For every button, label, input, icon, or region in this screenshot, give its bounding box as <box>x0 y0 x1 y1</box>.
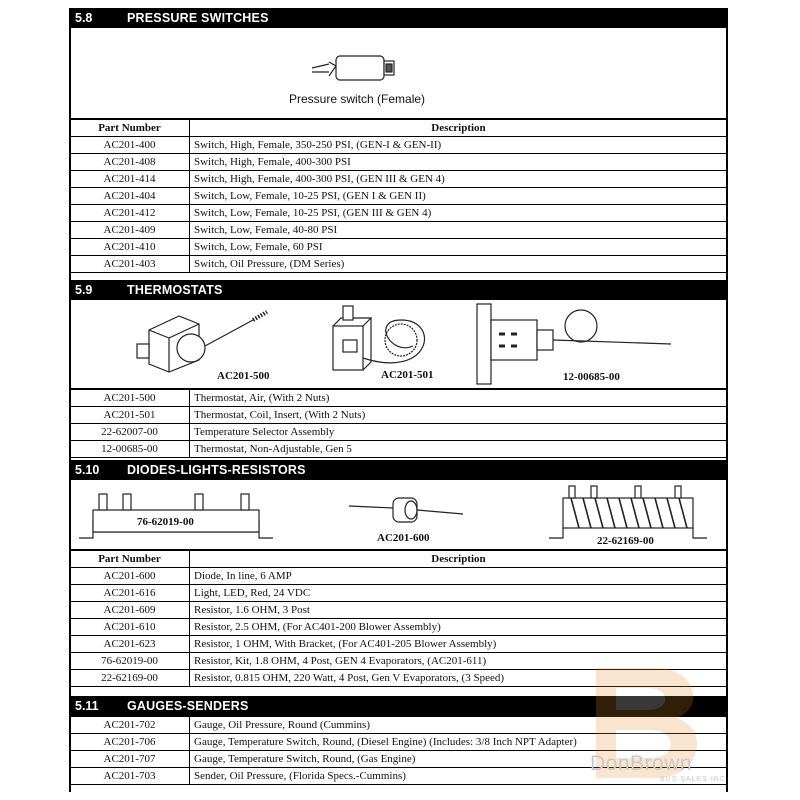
pressure-switch-illustration-area <box>69 28 728 119</box>
description: Gauge, Oil Pressure, Round (Cummins) <box>190 717 728 734</box>
description: Resistor, 1.6 OHM, 3 Post <box>190 602 728 619</box>
table-row <box>70 205 728 222</box>
wirewound-resistor-caption: 22-62169-00 <box>597 535 654 547</box>
thermostat-illustration-area <box>69 300 728 389</box>
table-row <box>70 188 728 205</box>
part-number: AC201-412 <box>70 205 190 222</box>
part-number: 12-00685-00 <box>70 441 190 458</box>
table-row <box>70 441 728 458</box>
description: Resistor, 2.5 OHM, (For AC401-200 Blower Assembly) <box>190 619 728 636</box>
description: Switch, Oil Pressure, (DM Series) <box>190 256 728 273</box>
resistor-kit-caption: 76-62019-00 <box>137 516 194 528</box>
description: Gauge, Temperature Switch, Round, (Diesel Engine) (Includes: 3/8 Inch NPT Adapter) <box>190 734 728 751</box>
part-number: AC201-501 <box>70 407 190 424</box>
thermostat-table <box>69 389 728 458</box>
part-number: AC201-707 <box>70 751 190 768</box>
thermostat-non-adjustable-caption: 12-00685-00 <box>563 371 620 383</box>
description: Resistor, Kit, 1.8 OHM, 4 Post, GEN 4 Evaporators, (AC201-611) <box>190 653 728 670</box>
section-number: 5.9 <box>75 283 93 297</box>
section-header-diodes-lights-resistors <box>69 460 728 480</box>
table-row <box>70 585 728 602</box>
section-number: 5.10 <box>75 463 100 477</box>
table-row <box>70 137 728 154</box>
section-title: GAUGES-SENDERS <box>127 699 249 713</box>
part-number: AC201-609 <box>70 602 190 619</box>
thermostat-air-caption: AC201-500 <box>217 370 270 382</box>
watermark-brand: DonBrown <box>590 752 693 775</box>
section-header-pressure-switches <box>69 8 728 28</box>
description: Switch, High, Female, 400-300 PSI, (GEN III & GEN 4) <box>190 171 728 188</box>
inline-diode-caption: AC201-600 <box>377 532 430 544</box>
description: Thermostat, Coil, Insert, (With 2 Nuts) <box>190 407 728 424</box>
description: Switch, Low, Female, 60 PSI <box>190 239 728 256</box>
part-number: 76-62019-00 <box>70 653 190 670</box>
diode-resistor-illustration-area <box>69 480 728 550</box>
description: Sender, Oil Pressure, (Florida Specs.-Cummins) <box>190 768 728 785</box>
description: Temperature Selector Assembly <box>190 424 728 441</box>
part-number: AC201-703 <box>70 768 190 785</box>
table-row <box>70 407 728 424</box>
part-number: AC201-706 <box>70 734 190 751</box>
description: Thermostat, Air, (With 2 Nuts) <box>190 390 728 407</box>
watermark-subtitle: BUS SALES INC <box>660 776 726 783</box>
thermostat-coil-caption: AC201-501 <box>381 369 434 381</box>
table-header-row <box>70 551 728 568</box>
section-title: THERMOSTATS <box>127 283 223 297</box>
table-row <box>70 256 728 273</box>
table-row <box>70 568 728 585</box>
description: Switch, High, Female, 400-300 PSI <box>190 154 728 171</box>
table-row <box>70 619 728 636</box>
section-header-thermostats <box>69 280 728 300</box>
description: Gauge, Temperature Switch, Round, (Gas Engine) <box>190 751 728 768</box>
part-number: AC201-600 <box>70 568 190 585</box>
thermostat-air-icon <box>137 312 267 372</box>
table-row <box>70 222 728 239</box>
part-number: AC201-403 <box>70 256 190 273</box>
part-number: AC201-404 <box>70 188 190 205</box>
description: Switch, Low, Female, 10-25 PSI, (GEN III & GEN 4) <box>190 205 728 222</box>
table-row <box>70 390 728 407</box>
part-number: AC201-400 <box>70 137 190 154</box>
section-title: PRESSURE SWITCHES <box>127 11 269 25</box>
table-row <box>70 154 728 171</box>
wirewound-resistor-icon <box>549 486 707 538</box>
table-row <box>70 602 728 619</box>
part-number: AC201-414 <box>70 171 190 188</box>
part-number: AC201-410 <box>70 239 190 256</box>
description: Light, LED, Red, 24 VDC <box>190 585 728 602</box>
part-number-header: Part Number <box>70 551 190 568</box>
section-number: 5.11 <box>75 699 99 713</box>
inline-diode-icon <box>349 498 463 522</box>
description: Switch, Low, Female, 10-25 PSI, (GEN I & GEN II) <box>190 188 728 205</box>
section-number: 5.8 <box>75 11 93 25</box>
section-title: DIODES-LIGHTS-RESISTORS <box>127 463 306 477</box>
pressure-switch-icon <box>312 56 394 80</box>
part-number: AC201-610 <box>70 619 190 636</box>
description: Resistor, 0.815 OHM, 220 Watt, 4 Post, Gen V Evaporators, (3 Speed) <box>190 670 728 687</box>
description: Resistor, 1 OHM, With Bracket, (For AC401-205 Blower Assembly) <box>190 636 728 653</box>
part-number: AC201-623 <box>70 636 190 653</box>
table-header-row <box>70 120 728 137</box>
description: Thermostat, Non-Adjustable, Gen 5 <box>190 441 728 458</box>
part-number: AC201-409 <box>70 222 190 239</box>
part-number: AC201-500 <box>70 390 190 407</box>
table-row <box>70 424 728 441</box>
part-number-header: Part Number <box>70 120 190 137</box>
table-row <box>70 239 728 256</box>
thermostat-coil-icon <box>333 306 425 370</box>
part-number: 22-62169-00 <box>70 670 190 687</box>
pressure-switch-caption: Pressure switch (Female) <box>289 92 426 106</box>
table-row <box>70 171 728 188</box>
description-header: Description <box>190 551 728 568</box>
part-number: AC201-702 <box>70 717 190 734</box>
description-header: Description <box>190 120 728 137</box>
description: Switch, Low, Female, 40-80 PSI <box>190 222 728 239</box>
part-number: AC201-616 <box>70 585 190 602</box>
pressure-switch-table <box>69 119 728 273</box>
part-number: AC201-408 <box>70 154 190 171</box>
description: Switch, High, Female, 350-250 PSI, (GEN-I & GEN-II) <box>190 137 728 154</box>
part-number: 22-62007-00 <box>70 424 190 441</box>
description: Diode, In line, 6 AMP <box>190 568 728 585</box>
